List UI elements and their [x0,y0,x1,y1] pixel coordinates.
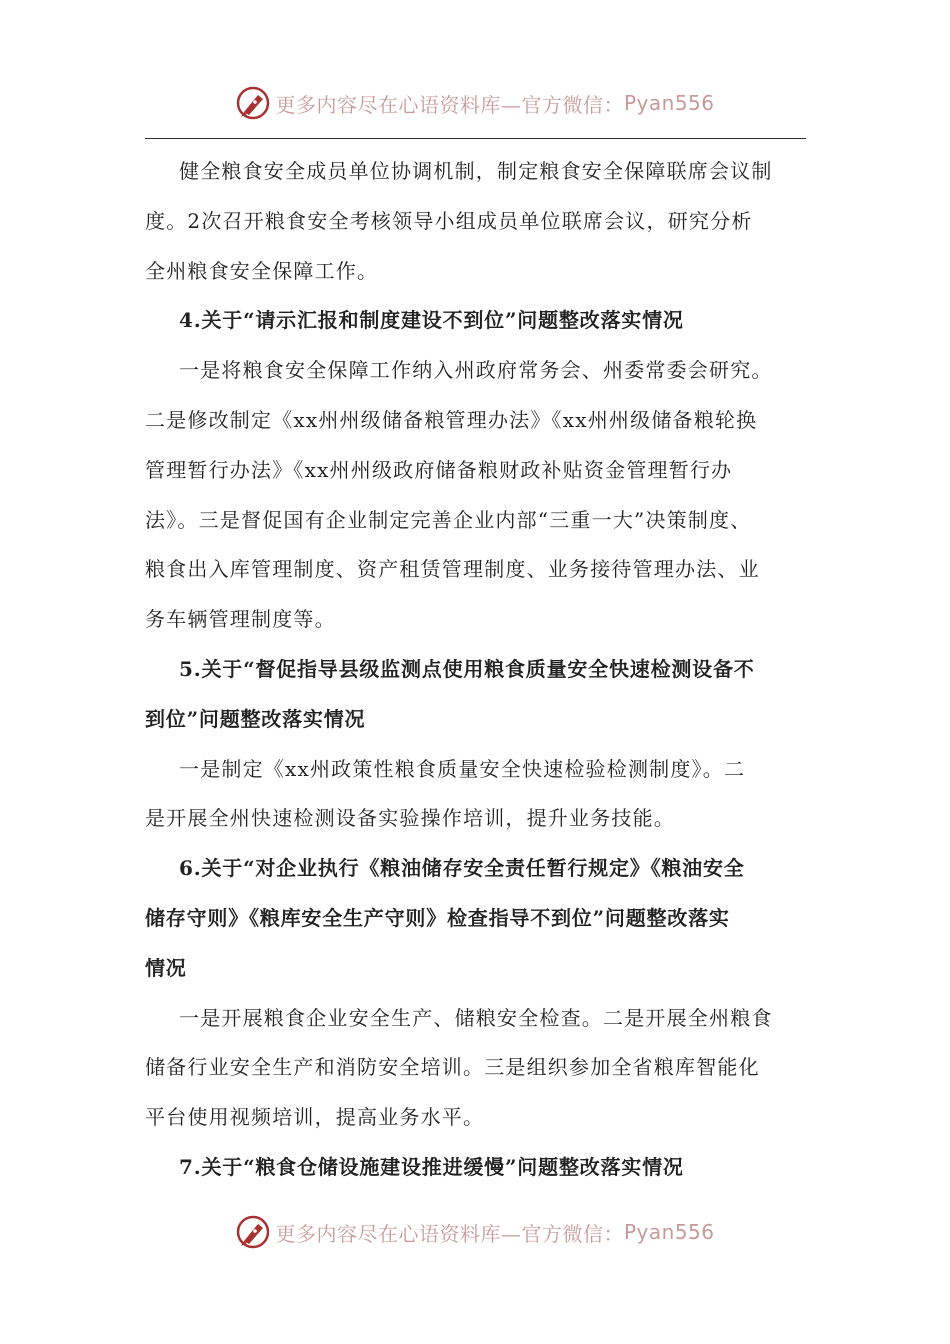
paragraph-line: 度。2次召开粮食安全考核领导小组成员单位联席会议，研究分析 [145,208,753,233]
banner-text: 更多内容尽在心语资料库—官方微信： [275,1221,624,1246]
paragraph-line: 法》。三是督促国有企业制定完善企业内部“三重一大”决策制度、 [145,507,752,532]
header-banner-inner [235,85,714,121]
banner-wechat-id: Pyan556 [623,91,715,115]
paragraph-line: 一是开展粮食企业安全生产、储粮安全检查。二是开展全州粮食 [179,1005,773,1030]
paragraph-line: 储备行业安全生产和消防安全培训。三是组织参加全省粮库智能化 [145,1055,760,1080]
section-heading: 6.关于“对企业执行《粮油储存安全责任暂行规定》《粮油安全 [179,856,745,881]
paragraph-line: 务车辆管理制度等。 [145,607,336,632]
paragraph-line: 一是将粮食安全保障工作纳入州政府常务会、州委常委会研究。 [179,358,773,383]
paragraph-line: 是开展全州快速检测设备实验操作培训，提升业务技能。 [145,806,675,831]
pen-nib-circle-icon [235,85,271,121]
footer-banner [0,1212,950,1252]
section-heading: 储存守则》《粮库安全生产守则》检查指导不到位”问题整改落实 [145,905,730,930]
paragraph-line: 粮食出入库管理制度、资产租赁管理制度、业务接待管理办法、业 [145,557,760,582]
paragraph-line: 一是制定《xx州政策性粮食质量安全快速检验检测制度》。二 [179,756,746,781]
paragraph-line: 二是修改制定《xx州州级储备粮管理办法》《xx州州级储备粮轮换 [145,407,758,432]
pen-nib-circle-icon [235,1214,271,1250]
section-heading: 7.关于“粮食仓储设施建设推进缓慢”问题整改落实情况 [179,1154,684,1179]
paragraph-line: 管理暂行办法》《xx州州级政府储备粮财政补贴资金管理暂行办 [145,457,733,482]
paragraph-line: 平台使用视频培训，提高业务水平。 [145,1105,485,1130]
header-divider [145,138,806,139]
section-heading: 到位”问题整改落实情况 [145,706,366,731]
footer-banner-inner [235,1214,714,1250]
header-banner [0,83,950,123]
paragraph-line: 全州粮食安全保障工作。 [145,258,379,283]
paragraph-line: 健全粮食安全成员单位协调机制，制定粮食安全保障联席会议制 [179,159,773,183]
document-body [145,147,805,1193]
section-heading: 情况 [145,955,187,980]
section-heading: 4.关于“请示汇报和制度建设不到位”问题整改落实情况 [179,308,684,333]
banner-wechat-id: Pyan556 [623,1220,715,1244]
section-heading: 5.关于“督促指导县级监测点使用粮食质量安全快速检测设备不 [179,656,755,681]
banner-text: 更多内容尽在心语资料库—官方微信： [275,92,624,117]
